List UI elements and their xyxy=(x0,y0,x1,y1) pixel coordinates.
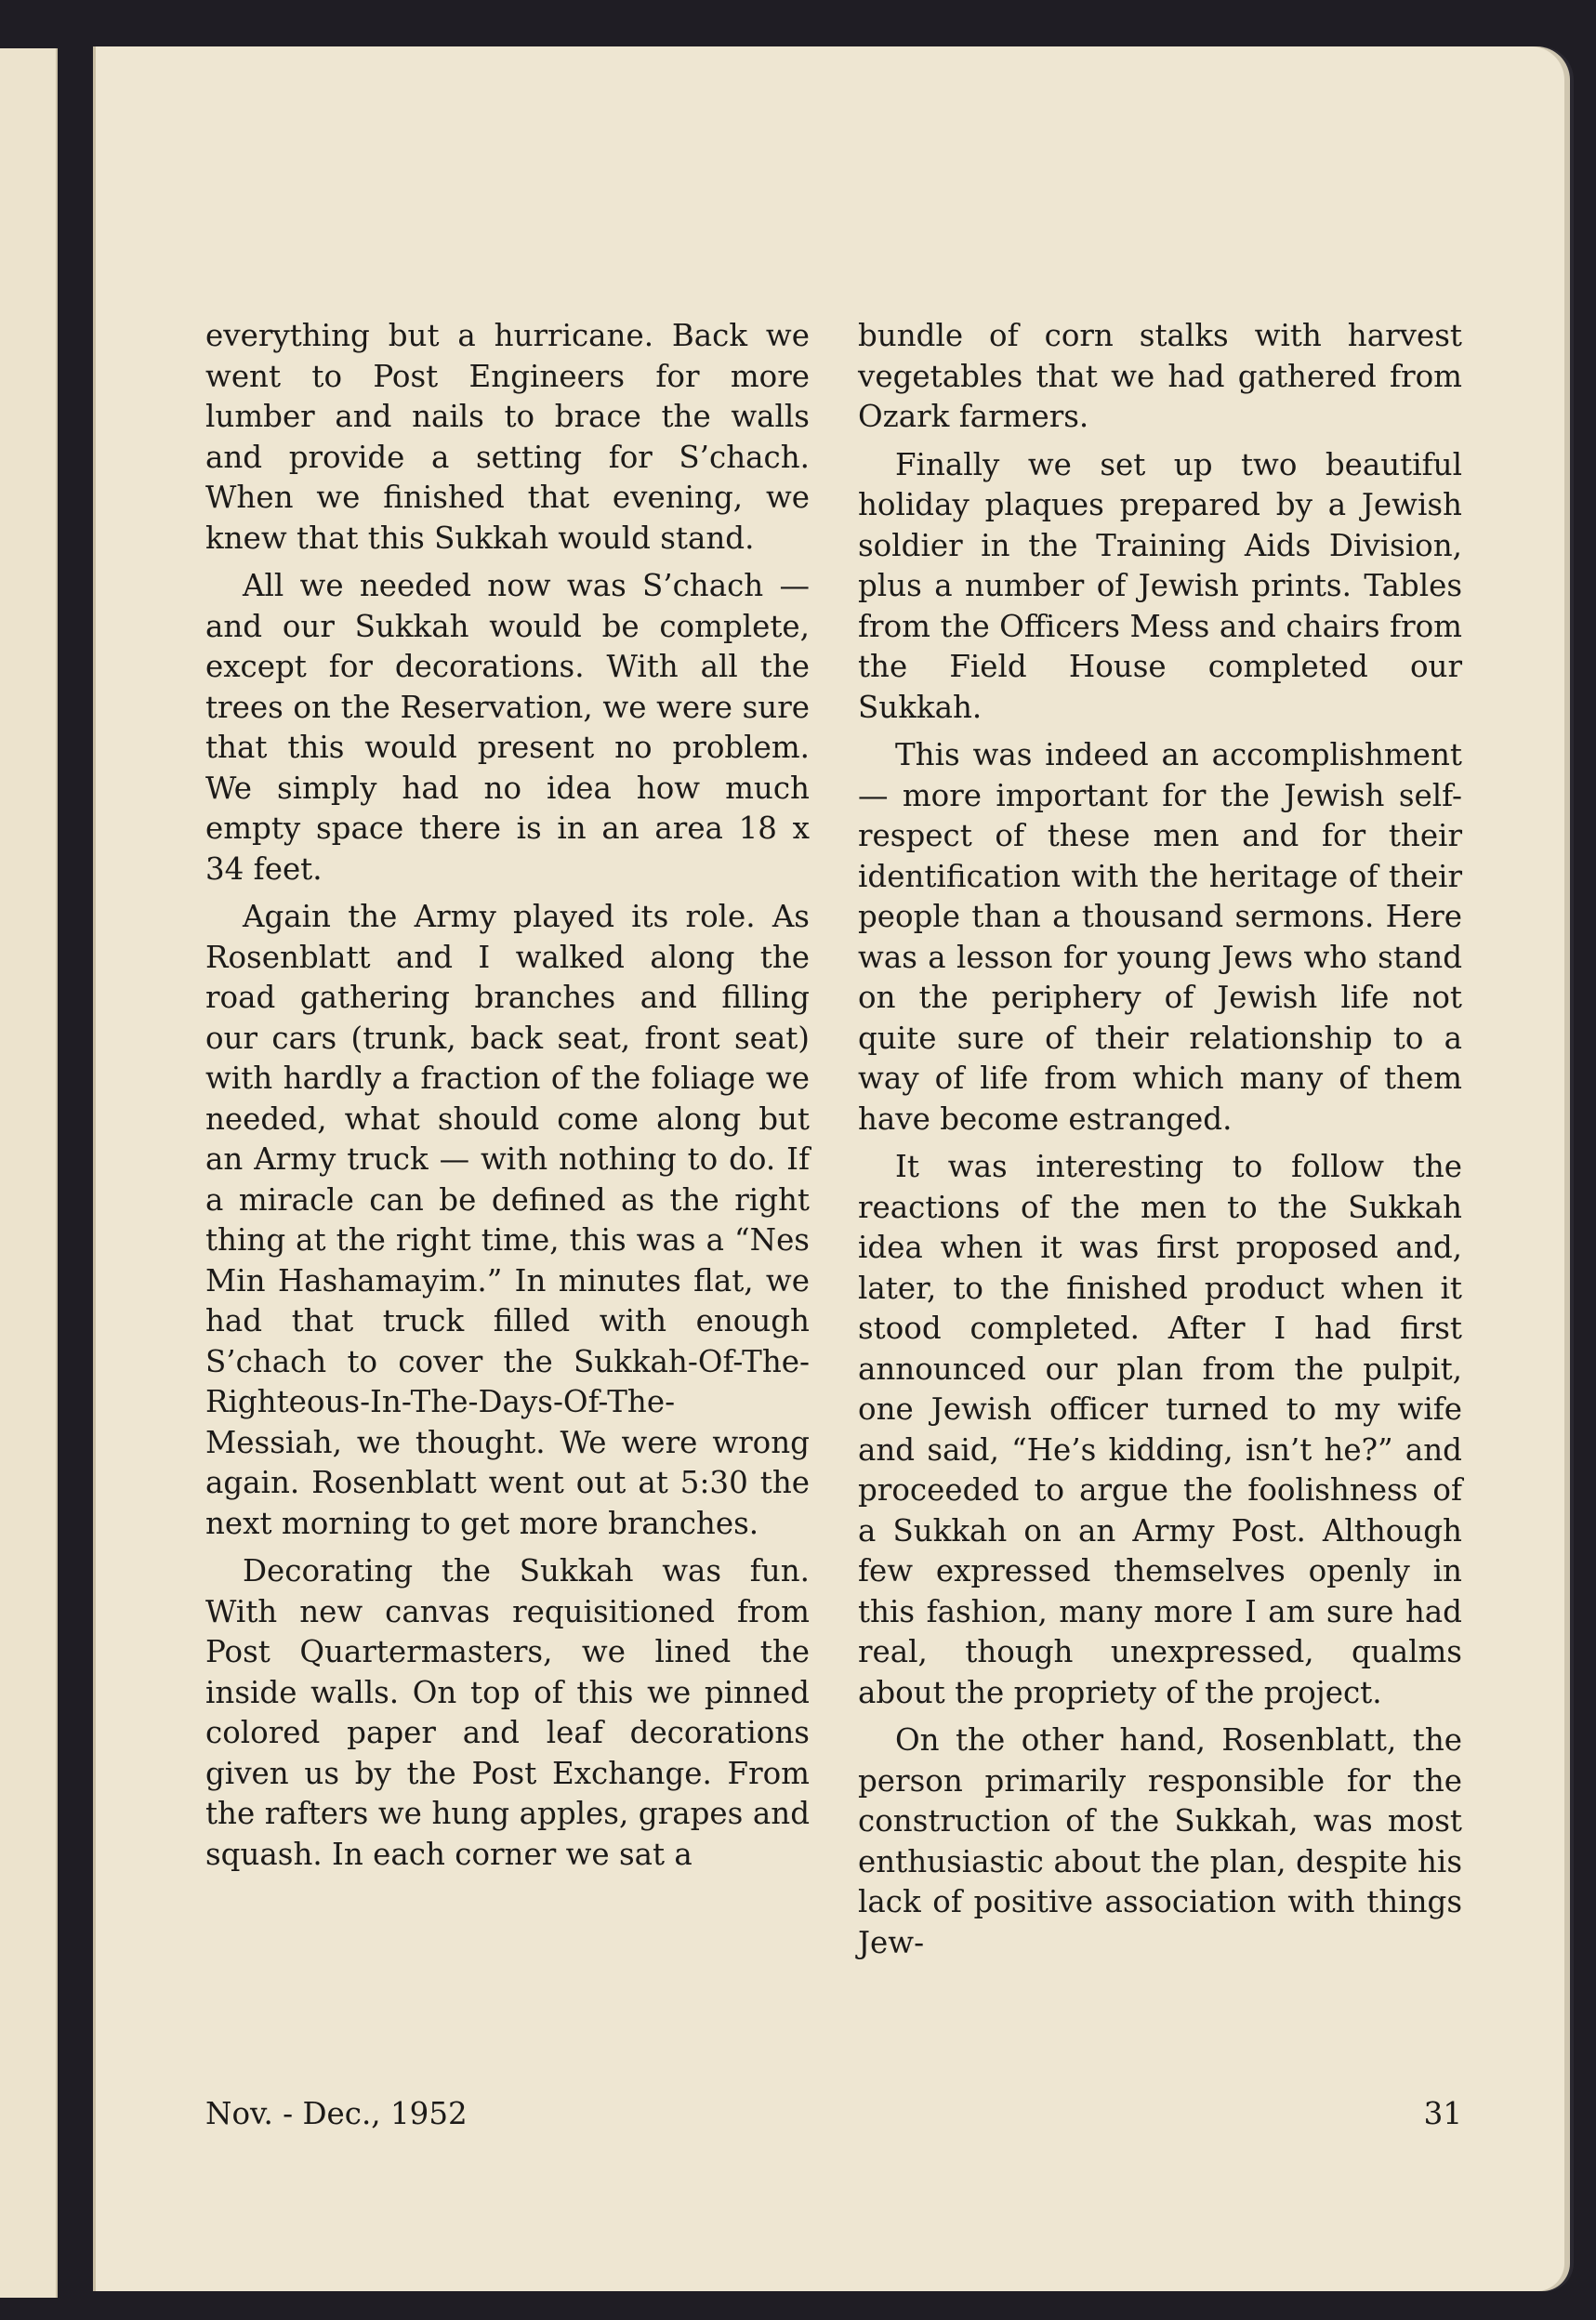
left-paragraph-2: All we needed now was S’chach — and our Sukkah would be complete, except for decorations. With all the trees on the Reservation, we were sure that this would present no problem. We simply had no idea how much empty space there is in an area 18 x 34 feet. xyxy=(205,568,810,887)
left-text-column xyxy=(205,316,810,1882)
page-number: 31 xyxy=(1423,2096,1462,2131)
right-text-column xyxy=(858,316,1462,1971)
magazine-page xyxy=(93,46,1564,2291)
right-paragraph-4: It was interesting to follow the reactions of the men to the Sukkah idea when it was first proposed and, later, to the finished product when it stood completed. After I had first announced our plan from the pulpit, one Jewish officer turned to my wife and said, “He’s kidding, isn’t he?” and proceeded to argue the foolishness of a Sukkah on an Army Post. Although few expressed themselves openly in this fashion, many more I am sure had real, though unexpressed, qualms about the propriety of the project. xyxy=(858,1149,1462,1710)
right-paragraph-1: bundle of corn stalks with harvest vegetables that we had gathered from Ozark farmers. xyxy=(858,318,1462,434)
facing-page-edge xyxy=(0,48,58,2298)
issue-date: Nov. - Dec., 1952 xyxy=(205,2096,468,2131)
right-paragraph-5: On the other hand, Rosenblatt, the person primarily responsible for the construction of the Sukkah, was most enthusiastic about the plan, despite his lack of positive association with things Jew- xyxy=(858,1722,1462,1960)
left-paragraph-1: everything but a hurricane. Back we went to Post Engineers for more lumber and nails to brace the walls and provide a setting for S’chach. When we finished that evening, we knew that this Sukkah would stand. xyxy=(205,318,810,556)
left-paragraph-3: Again the Army played its role. As Rosenblatt and I walked along the road gathering branches and filling our cars (trunk, back seat, front seat) with hardly a fraction of the foliage we needed, what should come along but an Army truck — with nothing to do. If a miracle can be defined as the right thing at the right time, this was a “Nes Min Hashamayim.” In minutes flat, we had that truck filled with enough S’chach to cover the Sukkah-Of-The-Righteous-In-The-Days-Of-The-Messiah, we thought. We were wrong again. Rosenblatt went out at 5:30 the next morning to get more branches. xyxy=(205,899,810,1541)
right-paragraph-3: This was indeed an accomplishment — more important for the Jewish self-respect of these men and for their identification with the heritage of their people than a thousand sermons. Here was a lesson for young Jews who stand on the periphery of Jewish life not quite sure of their relationship to a way of life from which many of them have become estranged. xyxy=(858,737,1462,1137)
right-paragraph-2: Finally we set up two beautiful holiday plaques prepared by a Jewish soldier in the Training Aids Division, plus a number of Jewish prints. Tables from the Officers Mess and chairs from the Field House completed our Sukkah. xyxy=(858,446,1462,725)
left-paragraph-4: Decorating the Sukkah was fun. With new canvas requisitioned from Post Quartermasters, we lined the inside walls. On top of this we pinned colored paper and leaf decorations given us by the Post Exchange. From the rafters we hung apples, grapes and squash. In each corner we sat a xyxy=(205,1553,810,1872)
